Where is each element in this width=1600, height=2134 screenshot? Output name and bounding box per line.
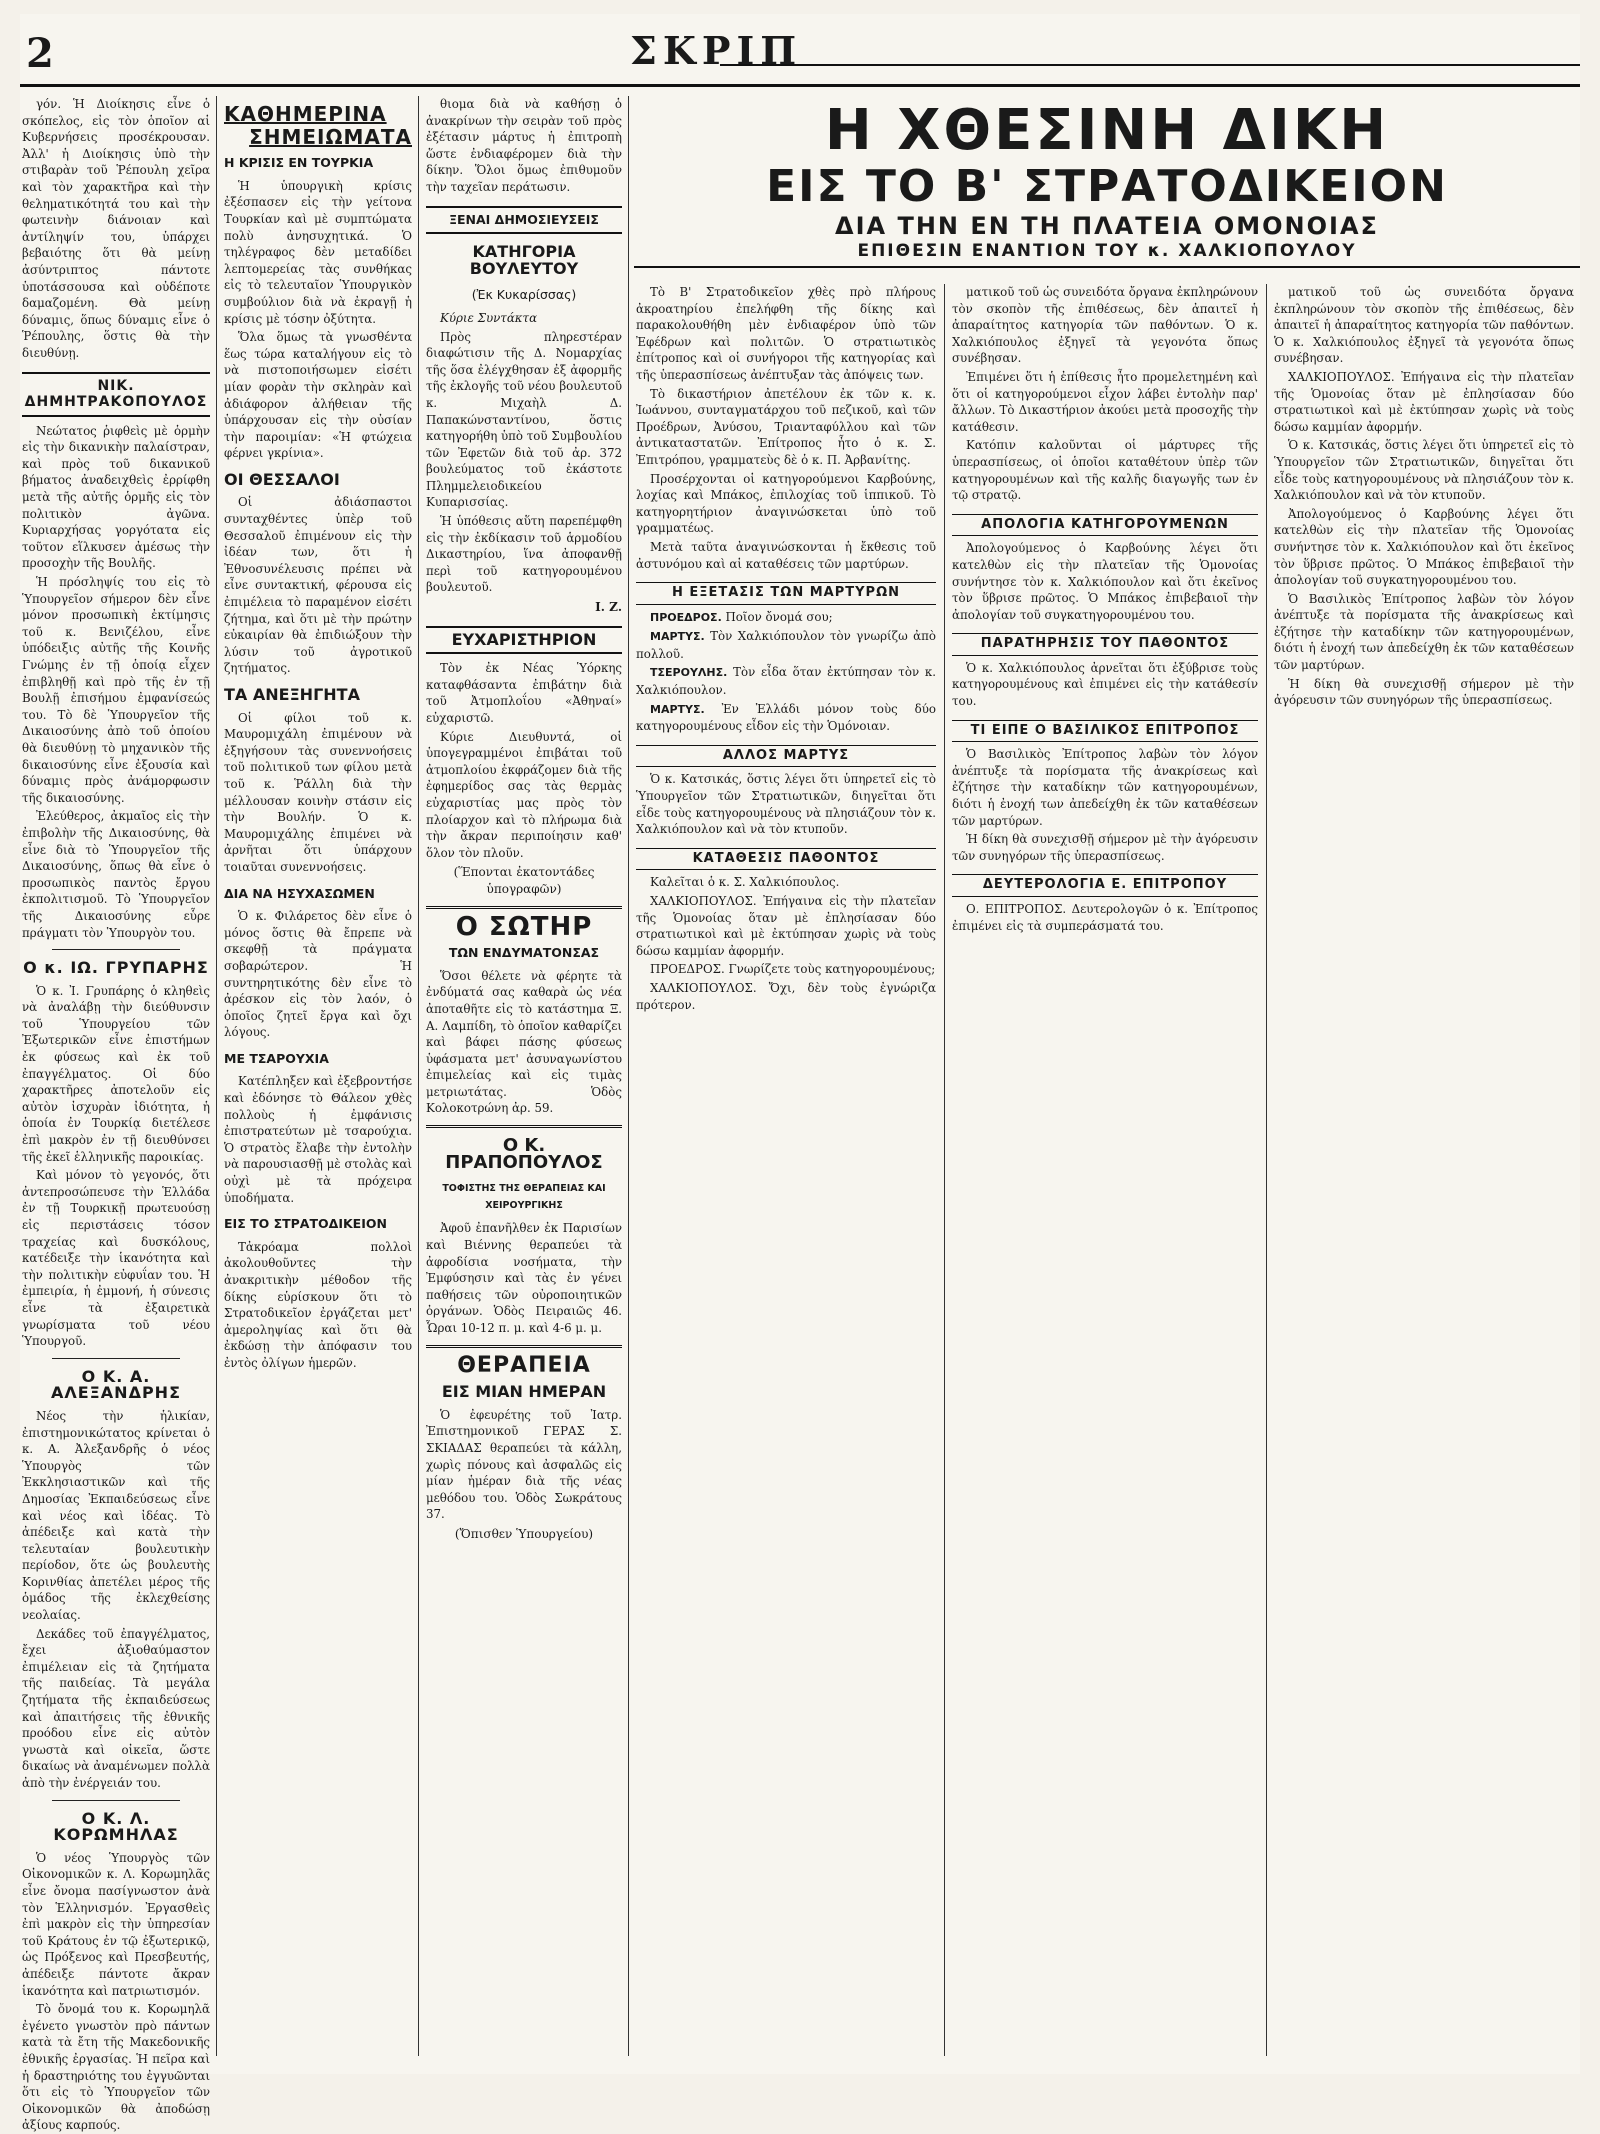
- advert-subheading: ΤΩΝ ΕΝΔΥΜΑΤΟΝΣΑΣ: [448, 945, 600, 961]
- article-paragraph: Ἡ δίκη θὰ συνεχισθῇ σήμερον μὲ τὴν ἀγόρευσιν τῶν συνηγόρων τῆς ὑπερασπίσεως.: [1274, 676, 1574, 708]
- article-paragraph: Ὁ κ. Κατσικάς, ὅστις λέγει ὅτι ὑπηρετεῖ εἰς τὸ Ὑπουργεῖον τῶν Στρατιωτικῶν, διηγεῖται ὅτι εἶδε τοὺς κατηγορουμένους νὰ πλησιάζουν τὸν κ. Χαλκιόπουλον καὶ νὰ τὸν κτυποῦν.: [636, 772, 936, 837]
- column-5: [952, 284, 1258, 2056]
- section-heading: ΔΕΥΤΕΡΟΛΟΓΙΑ Ε. ΕΠΙΤΡΟΠΟΥ: [952, 874, 1258, 897]
- article-paragraph: ΧΑΛΚΙΟΠΟΥΛΟΣ. Ὄχι, δὲν τοὺς ἐγνώριζα πρότερον.: [636, 980, 936, 1012]
- article-heading: Ο Κ. Α. ΑΛΕΞΑΝΔΡΗΣ: [50, 1366, 181, 1403]
- article-paragraph: Τἀκρόαμα πολλοὶ ἀκολουθοῦντες τὴν ἀνακριτικὴν μέθοδον τῆς δίκης εὑρίσκουν ὅτι τὸ Στρατοδικεῖον ἐργάζεται μετ' ἀμεροληψίας καὶ ὅτι θὰ ἐκδώσῃ τὴν ἀπόφασιν του ἐντὸς ὀλίγων ἡμερῶν.: [224, 1239, 412, 1370]
- article-paragraph: Ὁ Βασιλικὸς Ἐπίτροπος λαβὼν τὸν λόγον ἀνέπτυξε τὰ πορίσματα τῆς ἀνακρίσεως καὶ ἐζήτησε τὴν καταδίκην τῶν κατηγορουμένων, διότι ἡ ἐνοχή των ἀπεδείχθη ἐκ τῶν καταθέσεων τῶν μαρτύρων.: [1274, 591, 1574, 673]
- article-paragraph: ματικοῦ τοῦ ὡς συνειδότα ὄργανα ἐκπληρώνουν τὸν σκοπὸν τῆς ἐπιθέσεως, δὲν ἀπαιτεῖ ἡ ἀπαραίτητος κατηγορία τῶν παθόντων. Ὁ κ. Χαλκιόπουλος ἐξηγεῖ τὰ γεγονότα ὅπως συνέβησαν.: [952, 285, 1258, 366]
- article-paragraph: Τὸ ὄνομά του κ. Κορωμηλᾶ ἐγένετο γνωστὸν πρὸ πάντων κατὰ τὰ ἔτη τῆς Μακεδονικῆς ἐθνικῆς ἐργασίας. Ἡ πεῖρα καὶ ἡ δραστηριότης του ἐγγυῶνται ὅτι εἰς τὸ Ὑπουργεῖον τῶν Οἰκονομικῶν θὰ ἀποδώσῃ ἀξίους καρπούς.: [22, 2002, 210, 2133]
- divider: [52, 949, 180, 950]
- advert-heading: ΘΕΡΑΠΕΙΑ: [457, 1352, 591, 1378]
- advert-subheading: ΤΟΦΙΣΤΗΣ ΤΗΣ ΘΕΡΑΠΕΙΑΣ ΚΑΙ ΧΕΙΡΟΥΡΓΙΚΗΣ: [442, 1183, 606, 1211]
- dialogue-text: Τὸν Χαλκιόπουλον τὸν γνωρίζω ἀπὸ πολλοῦ.: [636, 629, 936, 661]
- article-heading: Ο Κ. Λ. ΚΟΡΩΜΗΛΑΣ: [53, 1808, 179, 1845]
- advert-subheading: ΕΙΣ ΜΙΑΝ ΗΜΕΡΑΝ: [441, 1382, 607, 1402]
- divider: [426, 1345, 622, 1348]
- speaker: ΜΑΡΤΥΣ.: [650, 630, 705, 644]
- dialogue-text: Ἐν Ἑλλάδι μόνον τοὺς δύο κατηγορουμένους εἶδον εἰς τὴν Ὁμόνοιαν.: [636, 701, 936, 734]
- article-heading: ΞΕΝΑΙ ΔΗΜΟΣΙΕΥΣΕΙΣ: [426, 206, 622, 235]
- article-paragraph: Οἱ φίλοι τοῦ κ. Μαυρομιχάλη ἐπιμένουν νὰ ἐξηγήσουν τὰς συνεννοήσεις τοῦ πολιτικοῦ των φίλου μετὰ τοῦ κ. Ῥάλλη διὰ τὴν μέλλουσαν κοινὴν στάσιν εἰς τὴν Βουλήν. Ὁ κ. Μαυρομιχάλης ἐπιμένει νὰ ἀρνῆται ὅτι ὑπάρχουν τοιαῦται συνεννοήσεις.: [224, 710, 412, 874]
- column-1: [22, 96, 210, 2133]
- dialogue-line: [636, 701, 936, 735]
- dialogue: [636, 609, 936, 735]
- article-paragraph: Ἡ πρόσληψίς του εἰς τὸ Ὑπουργεῖον σήμερον δὲν εἶνε μόνον προσωπικὴ ἐκτίμησις τοῦ κ. Βενιζέλου, εἶνε ὑπόδειξις αὐτῆς τῆς Κοινῆς Γνώμης ἐν τῇ ὁποίᾳ εἶχεν ἐπιβληθῇ καὶ πρὸ τῆς ἐν τῇ Βουλῇ ἐπισήμου ἐμφανίσεώς του. Τὸ δὲ Ὑπουργεῖον τῆς Δικαιοσύνης ἀπὸ τοῦ ὁποίου θὰ διευθύνῃ τὸ μηχανικὸν τῆς δικαιοσύνης εἶνε ἐξουσία καὶ δύναμις πρὸς ἀνάμορφωσιν τῆς δικαιοσύνης.: [22, 575, 210, 805]
- article-paragraph: ματικοῦ τοῦ ὡς συνειδότα ὄργανα ἐκπληρώνουν τὸν σκοπὸν τῆς ἐπιθέσεως, δὲν ἀπαιτεῖ ἡ ἀπαραίτητος κατηγορία τῶν παθόντων. Ὁ κ. Χαλκιόπουλος ἐξηγεῖ τὰ γεγονότα ὅπως συνέβησαν.: [1274, 285, 1574, 366]
- article-signature: Ι. Ζ.: [595, 600, 622, 615]
- speaker: ΠΡΟΕΔΡΟΣ.: [650, 610, 722, 624]
- article-subheading: ΚΑΤΗΓΟΡΙΑ ΒΟΥΛΕΥΤΟΥ: [469, 242, 579, 278]
- headline-fourth: ΕΠΙΘΕΣΙΝ ΕΝΑΝΤΙΟΝ ΤΟΥ κ. ΧΑΛΚΙΟΠΟΥΛΟΥ: [634, 240, 1580, 268]
- article-paragraph: Ὅλα ὅμως τὰ γνωσθέντα ἕως τώρα καταλήγουν εἰς τὸ νὰ πιστοποιήσωμεν εἰσέτι μίαν φορὰν τὴν σκληρὰν καὶ ἀδιάφορον ἀλήθειαν τῆς ὑπάρχουσαν εἰς τὴν οὐσίαν τὴν παροιμίαν: «Ἡ φτώχεια φέρνει γκρίνια».: [224, 330, 412, 461]
- column-rule: [418, 96, 419, 2056]
- dialogue-line: [636, 664, 936, 698]
- divider: [52, 1800, 180, 1801]
- section-heading: Η ΕΞΕΤΑΣΙΣ ΤΩΝ ΜΑΡΤΥΡΩΝ: [636, 582, 936, 605]
- article-paragraph: ΧΑΛΚΙΟΠΟΥΛΟΣ. Ἐπήγαινα εἰς τὴν πλατεῖαν τῆς Ὁμονοίας ὅταν μὲ ἐπλησίασαν δύο στρατιωτικοὶ καὶ μὲ ἐκτύπησαν χωρὶς νὰ τοὺς δώσω καμμίαν ἀφορμήν.: [636, 894, 936, 958]
- article-note: (Ἐκ Κυκαρίσσας): [471, 287, 577, 303]
- article-heading: ΝΙΚ. ΔΗΜΗΤΡΑΚΟΠΟΥΛΟΣ: [22, 372, 210, 417]
- article-paragraph: Καλεῖται ὁ κ. Σ. Χαλκιόπουλος.: [650, 875, 840, 890]
- article-paragraph: Μετὰ ταῦτα ἀναγινώσκονται ἡ ἔκθεσις τοῦ ἀστυνόμου καὶ αἱ καταθέσεις τῶν μαρτύρων.: [636, 539, 936, 571]
- newspaper-name: ΣΚΡΙΠ: [630, 28, 803, 73]
- advert-heading: Ο ΣΩΤΗΡ: [455, 911, 593, 942]
- advert-paragraph: Ὁ ἐφευρέτης τοῦ Ἰατρ. Ἐπιστημονικοῦ ΓΕΡΑΣ Σ. ΣΚΙΑΔΑΣ θεραπεύει τὰ κάλλη, χωρὶς πόνους καὶ ἀσφαλῶς εἰς μίαν ἡμέραν διὰ τῆς νέας μεθόδου του. Ὁδὸς Σωκράτους 37.: [426, 1407, 622, 1522]
- advert-heading: Ο Κ. ΠΡΑΠΟΠΟΥΛΟΣ: [445, 1135, 603, 1173]
- article-paragraph: Ἀπολογούμενος ὁ Καρβούνης λέγει ὅτι κατελθὼν εἰς τὴν πλατεῖαν τῆς Ὁμονοίας συνήντησε τὸν κ. Χαλκιόπουλον καὶ ὅτι ἐκεῖνος τὸν ὕβρισε πρῶτος. Ὁ Μπάκος ἐπιβεβαιοῖ τὴν ἀπολογίαν τοῦ συγκατηγορουμένου του.: [1274, 506, 1574, 588]
- article-paragraph: Ὁ κ. Ἰ. Γρυπάρης ὁ κληθεὶς νὰ ἀναλάβῃ τὴν διεύθυνσιν τοῦ Ὑπουργείου τῶν Ἐξωτερικῶν εἶνε ἐπιστήμων ἐκ φύσεως καὶ ἐκ τοῦ ἐπαγγέλματος. Οἱ δύο χαρακτῆρες ἀποτελοῦν εἰς αὐτὸν ἰσχυρὰν ἰδιότητα, ἡ ὁποία ἐν Τουρκίᾳ διετέλεσε ἐπὶ μακρὸν ἐν τῇ διευθύνσει τῆς ἐκεῖ ἑλληνικῆς παροικίας.: [22, 983, 210, 1164]
- article-paragraph: Δεκάδες τοῦ ἐπαγγέλματος, ἔχει ἀξιοθαύμαστον ἐπιμέλειαν εἰς τὰ ζητήματα τῆς παιδείας. Τὰ μεγάλα ζητήματα τῆς ἐκπαιδεύσεως καὶ ἀπαιτήσεις τῆς ἐθνικῆς προόδου εἶνε εἰς αὐτὸν γνωστὰ καὶ οἰκεῖα, ὥστε δικαίως νὰ ἀναμένωμεν πολλὰ ἀπὸ τὴν ἐνέργειάν του.: [22, 1626, 210, 1790]
- article-paragraph: Ἡ ὑπουργικὴ κρίσις ἐξέσπασεν εἰς τὴν γείτονα Τουρκίαν καὶ μὲ συμπτώματα πολὺ ἀνησυχητικά. Ὁ τηλέγραφος δὲν μεταδίδει λεπτομερείας τὰς συνθήκας εἰς τὸ τελευταῖον Ὑπουργικὸν συμβούλιον διὰ νὰ ἐκραγῇ ἡ κρίσις μὲ τόσην ὀξύτητα.: [224, 178, 412, 326]
- headline-third: ΔΙΑ ΤΗΝ ΕΝ ΤΗ ΠΛΑΤΕΙΑ ΟΜΟΝΟΙΑΣ: [835, 212, 1379, 240]
- article-paragraph: Ὁ νέος Ὑπουργὸς τῶν Οἰκονομικῶν κ. Λ. Κορωμηλᾶς εἶνε ὄνομα πασίγνωστον ἀνὰ τὸν Ἑλληνισμόν. Ἐργασθεὶς ἐπὶ μακρὸν εἰς τὴν ὑπηρεσίαν τοῦ Κράτους ἐν τῷ ἐξωτερικῷ, ὡς Πρόξενος καὶ Πρεσβευτής, ἀπέδειξε πάντοτε ἄκραν ἱκανότητα καὶ πατριωτισμόν.: [22, 1850, 210, 1998]
- masthead: [20, 14, 1580, 87]
- article-paragraph: Ἡ ὑπόθεσις αὕτη παρεπέμφθη εἰς τὴν ἐκδίκασιν τοῦ ἁρμοδίου Δικαστηρίου, ἵνα ἀποφανθῇ περὶ τοῦ κατηγορουμένου βουλευτοῦ.: [426, 514, 622, 595]
- article-paragraph: Κατόπιν καλοῦνται οἱ μάρτυρες τῆς ὑπερασπίσεως, οἱ ὁποῖοι καταθέτουν ὑπὲρ τῶν κατηγορουμένων καὶ τῆς καλῆς διαγωγῆς των ἐν τῷ στρατῷ.: [952, 438, 1258, 503]
- newspaper-page: [20, 14, 1580, 2133]
- article-paragraph: Τὸ Β' Στρατοδικεῖον χθὲς πρὸ πλήρους ἀκροατηρίου ἐπελήφθη τῆς δίκης καὶ παρακολουθήθη μὲν ἐνδιαφέρον ὑπὸ τῶν Ἐφέδρων καὶ πολιτῶν. Ὁ στρατιωτικὸς ἐπίτροπος καὶ οἱ συνήγοροι τῆς κατηγορίας καὶ τῆς ὑπερασπίσεως ἀνέπτυξαν τὰς ἀπόψεις των.: [636, 285, 936, 382]
- column-title: ΣΗΜΕΙΩΜΑΤΑ: [249, 124, 412, 149]
- article-paragraph: Ἐπιμένει ὅτι ἡ ἐπίθεσις ἦτο προμελετημένη καὶ ὅτι οἱ κατηγορούμενοι εἶχον λάβει ἐντολὴν παρ' ἄλλων. Τὸ Δικαστήριον ἀκούει μετὰ προσοχῆς τὴν κατάθεσιν.: [952, 369, 1258, 434]
- article-heading: ΕΥΧΑΡΙΣΤΗΡΙΟΝ: [426, 626, 622, 655]
- article-paragraph: Κύριε Διευθυντά, οἱ ὑπογεγραμμένοι ἐπιβάται τοῦ ἀτμοπλοίου ἐκφράζομεν διὰ τῆς ἐφημερίδος σας τὰς θερμὰς εὐχαριστίας μας πρὸς τὸν πλοίαρχον καὶ τὸ πλήρωμα διὰ τὴν ἄκραν περιποίησιν καθ' ὅλον τὸν πλοῦν.: [426, 729, 622, 860]
- speaker: ΜΑΡΤΥΣ.: [650, 702, 705, 716]
- section-heading: ΚΑΤΑΘΕΣΙΣ ΠΑΘΟΝΤΟΣ: [636, 848, 936, 871]
- column-rule: [216, 96, 217, 2056]
- article-paragraph: Προσέρχονται οἱ κατηγορούμενοι Καρβούνης, λοχίας καὶ Μπάκος, ἐπιλοχίας τοῦ ἱππικοῦ. Τὸ κατηγορητήριον ἀναγινώσκεται ὑπὸ τοῦ γραμματέως.: [636, 471, 936, 536]
- article-heading: ΔΙΑ ΝΑ ΗΣΥΧΑΣΩΜΕΝ: [224, 885, 375, 901]
- section-heading: ΤΙ ΕΙΠΕ Ο ΒΑΣΙΛΙΚΟΣ ΕΠΙΤΡΟΠΟΣ: [952, 720, 1258, 743]
- article-paragraph: θιομα διὰ νὰ καθήσῃ ὁ ἀνακρίνων τὴν σειρὰν τοῦ πρὸς ἐξέτασιν μάρτυς ἡ ἐπιτροπὴ ὥστε ἐνδιαφέρομεν διὰ τὴν δίκην. Ὅλοι ὅμως ἐπιθυμοῦν τὴν ταχεῖαν περάτωσιν.: [426, 97, 622, 194]
- headline-main: Η ΧΘΕΣΙΝΗ ΔΙΚΗ: [824, 98, 1390, 163]
- article-paragraph: γόν. Ἡ Διοίκησις εἶνε ὁ σκόπελος, εἰς τὸν ὁποῖον αἱ Κυβερνήσεις προσέκρουσαν. Ἀλλ' ἡ Διοίκησις ὑπὸ τὴν στιβαρὰν τοῦ Ῥέπουλη χεῖρα καὶ τὸν χαρακτῆρα καὶ τὴν θεληματικότητά του καὶ τὴν φωτεινὴν διάνοιαν καὶ ἀντίληψίν του, ὑπάρχει βεβαιότης ὅτι θὰ μείνῃ ἀσύντριπτος πάντοτε ὑποτάσσουσα καὶ οὐδέποτε δαμαζομένη. Θὰ μείνῃ δύναμις, ὅπως δύναμις εἶνε ὁ Ῥέπουλης, ὅστις θὰ τὴν διευθύνῃ.: [22, 97, 210, 360]
- column-rule: [1266, 284, 1267, 2056]
- section-heading: ΑΛΛΟΣ ΜΑΡΤΥΣ: [636, 745, 936, 768]
- article-heading: ΤΑ ΑΝΕΞΗΓΗΤΑ: [224, 685, 360, 704]
- article-heading: Η ΚΡΙΣΙΣ ΕΝ ΤΟΥΡΚΙΑ: [224, 155, 374, 171]
- column-2: [224, 96, 412, 2056]
- section-heading: ΑΠΟΛΟΓΙΑ ΚΑΤΗΓΟΡΟΥΜΕΝΩΝ: [952, 514, 1258, 537]
- article-paragraph: Τὸν ἐκ Νέας Ὑόρκης καταφθάσαντα ἐπιβάτην διὰ τοῦ Ἀτμοπλοΐου «Ἀθηναί» εὐχαριστῶ.: [426, 661, 622, 725]
- article-paragraph: Ὁ κ. Φιλάρετος δὲν εἶνε ὁ μόνος ὅστις θὰ ἔπρεπε νὰ σκεφθῇ τὰ πράγματα σοβαρώτερον. Ἡ συντηρητικότης δὲν εἶνε τὸ ἀρέσκον εἰς τὸν λαόν, ὁ ὁποῖος ζητεῖ ἔργα καὶ ὄχι λόγους.: [224, 909, 412, 1040]
- article-paragraph: Ὁ Βασιλικὸς Ἐπίτροπος λαβὼν τὸν λόγον ἀνέπτυξε τὰ πορίσματα τῆς ἀνακρίσεως καὶ ἐζήτησε τὴν καταδίκην τῶν κατηγορουμένων, διότι ἡ ἐνοχή των ἀπεδείχθη ἐκ τῶν καταθέσεων τῶν μαρτύρων.: [952, 747, 1258, 828]
- lead-headline: [634, 100, 1580, 268]
- column-3: [426, 96, 622, 2056]
- column-6: [1274, 284, 1574, 2056]
- section-heading: ΠΑΡΑΤΗΡΗΣΙΣ ΤΟΥ ΠΑΘΟΝΤΟΣ: [952, 633, 1258, 656]
- dialogue-text: Ποῖον ὄνομά σου;: [725, 609, 833, 624]
- advert-paragraph: Ἀφοῦ ἐπανῆλθεν ἐκ Παρισίων καὶ Βιέννης θεραπεύει τὰ ἀφροδίσια νοσήματα, τὴν Ἐμφύσησιν καὶ τὰς ἐν γένει παθήσεις τῶν οὐροποιητικῶν ὀργάνων. Ὁδὸς Πειραιῶς 46. Ὧραι 10-12 π. μ. καὶ 4-6 μ. μ.: [426, 1221, 622, 1335]
- article-paragraph: ΠΡΟΕΔΡΟΣ. Γνωρίζετε τοὺς κατηγορουμένους;: [650, 962, 936, 977]
- page-number: 2: [26, 30, 54, 77]
- divider: [52, 1358, 180, 1359]
- dialogue-line: [636, 609, 936, 627]
- column-rule: [628, 96, 629, 2056]
- article-paragraph: Νέος τὴν ἡλικίαν, ἐπιστημονικώτατος κρίνεται ὁ κ. Α. Ἀλεξανδρῆς ὁ νέος Ὑπουργὸς τῶν Ἐκκλησιαστικῶν καὶ τῆς Δημοσίας Ἐκπαιδεύσεως εἶνε καὶ νέος καὶ ἰδέας. Τὸ ἀπέδειξε καὶ κατὰ τὴν τελευταίαν βουλευτικὴν περίοδον, ὅτε ὡς βουλευτὴς Κορινθίας ἀπετέλει μέρος τῆς ὁμάδος τῆς ἐκλεχθείσης νεολαίας.: [22, 1408, 210, 1623]
- column-title: ΚΑΘΗΜΕΡΙΝΑ: [224, 102, 387, 126]
- article-paragraph: Ο. ΕΠΙΤΡΟΠΟΣ. Δευτερολογῶν ὁ κ. Ἐπίτροπος ἐπιμένει εἰς τὰ συμπεράσματά του.: [952, 902, 1258, 933]
- article-paragraph: Ἀπολογούμενος ὁ Καρβούνης λέγει ὅτι κατελθὼν εἰς τὴν πλατεῖαν τῆς Ὁμονοίας συνήντησε τὸν κ. Χαλκιόπουλον καὶ ὅτι ἐκεῖνος τὸν ὕβρισε πρῶτος. Ὁ Μπάκος ἐπιβεβαιοῖ τὴν ἀπολογίαν τοῦ συγκατηγορουμένου του.: [952, 541, 1258, 622]
- article-paragraph: Ἐλεύθερος, ἀκμαῖος εἰς τὴν ἐπιβολὴν τῆς Δικαιοσύνης, θὰ εἶνε διὰ τὸ Ὑπουργεῖον τῆς Δικαιοσύνης, ὅπως θὰ εἶνε ὁ προσωπικὸς παντὸς ἔργου ἐκπολιτισμοῦ. Τὸ Ὑπουργεῖον τῆς Δικαιοσύνης εὗρε πράγματι τὸν Ὑπουργὸν του.: [22, 809, 210, 940]
- article-heading: ΟΙ ΘΕΣΣΑΛΟΙ: [224, 469, 340, 489]
- article-paragraph: Πρὸς πληρεστέραν διαφώτισιν τῆς Δ. Νομαρχίας τῆς ὅσα ἐλέγχθησαν ἐξ ἀφορμῆς τῆς ἐκλογῆς τοῦ νέου βουλευτοῦ κ. Μιχαὴλ Δ. Παπακώνσταντίνου, ὅστις κατηγορήθη ὑπὸ τοῦ Συμβουλίου τῶν Ἐφετῶν διὰ τοῦ ἀρ. 372 βουλεύματος τοῦ ἐκάστοτε Πλημμελειοδικείου Κυπαρισσίας.: [426, 329, 622, 510]
- masthead-rule: [720, 64, 1580, 66]
- letter-greeting: Κύριε Συντάκτα: [440, 310, 538, 325]
- column-rule: [944, 284, 945, 2056]
- article-paragraph: ΧΑΛΚΙΟΠΟΥΛΟΣ. Ἐπήγαινα εἰς τὴν πλατεῖαν τῆς Ὁμονοίας ὅταν μὲ ἐπλησίασαν δύο στρατιωτικοὶ καὶ μὲ ἐκτύπησαν χωρὶς νὰ τοὺς δώσω καμμίαν ἀφορμήν.: [1274, 369, 1574, 434]
- article-paragraph: Κατέπληξεν καὶ ἐξεβροντήσε καὶ ἐδόνησε τὸ Θάλεον χθὲς πολλοὺς ἡ ἐμφάνισις ἐπιστρατεύτων μὲ τσαρούχια. Ὁ στρατὸς ἔλαβε τὴν ἐντολὴν νὰ παρουσιασθῇ μὲ στολὰς καὶ οὐχὶ μὲ τὰ πρόχειρα ὑποδήματα.: [224, 1074, 412, 1205]
- article-paragraph: Οἱ ἀδιάσπαστοι συνταχθέντες ὑπὲρ τοῦ Θεσσαλοῦ ἐπιμένουν εἰς τὴν ἰδέαν των, ὅτι ἡ Ἐθνοσυνέλευσις πρέπει νὰ εἶνε συντακτική, φέρουσα εἰς ἐπιμέλεια τὸ παραμένον εἰσέτι ζήτημα, καὶ ὅτι μὲ τὴν πρώτην εὐκαιρίαν θὰ ἐπιδιώξουν τὴν λύσιν τοῦ ἀγροτικοῦ ζητήματος.: [224, 495, 412, 676]
- column-4: [636, 284, 936, 2056]
- article-paragraph: Ἡ δίκη θὰ συνεχισθῇ σήμερον μὲ τὴν ἀγόρευσιν τῶν συνηγόρων τῆς ὑπερασπίσεως.: [952, 832, 1258, 863]
- article-signature: (Ἕπονται ἐκατοντάδες ὑπογραφῶν): [453, 865, 595, 896]
- headline-second: ΕΙΣ ΤΟ Β' ΣΤΡΑΤΟΔΙΚΕΙΟΝ: [766, 161, 1448, 212]
- article-paragraph: Νεώτατος ῥιφθεὶς μὲ ὁρμὴν εἰς τὴν δικανικὴν παλαίστραν, καὶ πρὸς τοῦ δικανικοῦ βήματος ἀναδειχθεὶς ἐρρίφθη μετὰ τῆς αὐτῆς ὁρμῆς εἰς τὸν πολιτικὸν ἀγῶνα. Κυριαρχήσας γοργότατα εἰς τοῦτον εἵλκυσεν ἀμέσως τὴν προσοχὴν τῆς Βουλῆς.: [22, 423, 210, 571]
- article-paragraph: Τὸ δικαστήριον ἀπετέλουν ἐκ τῶν κ. κ. Ἰωάννου, συνταγματάρχου τοῦ πεζικοῦ, καὶ τῶν Προέδρων, Ἀνύσου, Τριανταφύλλου καὶ τῶν ἀντικαταστατῶν. Ἐπίτροπος ἦτο ὁ κ. Σ. Ἐπιτρόπου, γραμματεὺς δὲ ὁ κ. Π. Ἀρβανίτης.: [636, 386, 936, 467]
- speaker: ΤΣΕΡΟΥΛΗΣ.: [650, 666, 728, 680]
- divider: [426, 1125, 622, 1128]
- advert-footnote: (Ὄπισθεν Ὑπουργείου): [454, 1526, 594, 1541]
- dialogue-text: Τὸν εἶδα ὅταν ἐκτύπησαν τὸν κ. Χαλκιόπουλον.: [636, 665, 937, 698]
- advert-paragraph: Ὅσοι θέλετε νὰ φέρητε τὰ ἐνδύματά σας καθαρὰ ὡς νέα ἀποταθῆτε εἰς τὸ κατάστημα Ξ. Α. Λαμπίδη, τὸ ὁποῖον καθαρίζει καὶ βάφει πάσης φύσεως ὑφάσματα μετ' ἀσυναγωνίστου ἐπιμελείας καὶ εἰς τιμὰς μετριωτάτας. Ὁδὸς Κολοκοτρώνη ἀρ. 59.: [426, 968, 622, 1116]
- article-paragraph: Ὁ κ. Χαλκιόπουλος ἀρνεῖται ὅτι ἐξύβρισε τοὺς κατηγορουμένους καὶ ἐπιμένει εἰς τὴν κατάθεσίν του.: [952, 660, 1258, 709]
- article-heading: ΕΙΣ ΤΟ ΣΤΡΑΤΟΔΙΚΕΙΟΝ: [224, 1216, 387, 1232]
- article-paragraph: Καὶ μόνον τὸ γεγονός, ὅτι ἀντεπροσώπευσε τὴν Ἑλλάδα ἐν τῇ Τουρκικῇ πρωτευούσῃ εἰς περιστάσεις τόσον τραχείας καὶ δυσκόλους, κατέδειξε τὴν ἱκανότητα καὶ τὴν πολιτικὴν εὐφυΐαν του. Ἡ ἐμπειρία, ἡ ἐμμονή, ἡ σύνεσις εἶνε τὰ ἐξαιρετικὰ γνωρίσματα τοῦ νέου Ὑπουργοῦ.: [22, 1168, 210, 1349]
- divider: [426, 906, 622, 909]
- article-heading: ΜΕ ΤΣΑΡΟΥΧΙΑ: [224, 1050, 329, 1066]
- dialogue-line: [636, 628, 936, 662]
- article-heading: Ο κ. ΙΩ. ΓΡΥΠΑΡΗΣ: [23, 958, 209, 978]
- article-paragraph: Ὁ κ. Κατσικάς, ὅστις λέγει ὅτι ὑπηρετεῖ εἰς τὸ Ὑπουργεῖον τῶν Στρατιωτικῶν, διηγεῖται ὅτι εἶδε τοὺς κατηγορουμένους νὰ πλησιάζουν τὸν κ. Χαλκιόπουλον καὶ νὰ τὸν κτυποῦν.: [1274, 438, 1574, 503]
